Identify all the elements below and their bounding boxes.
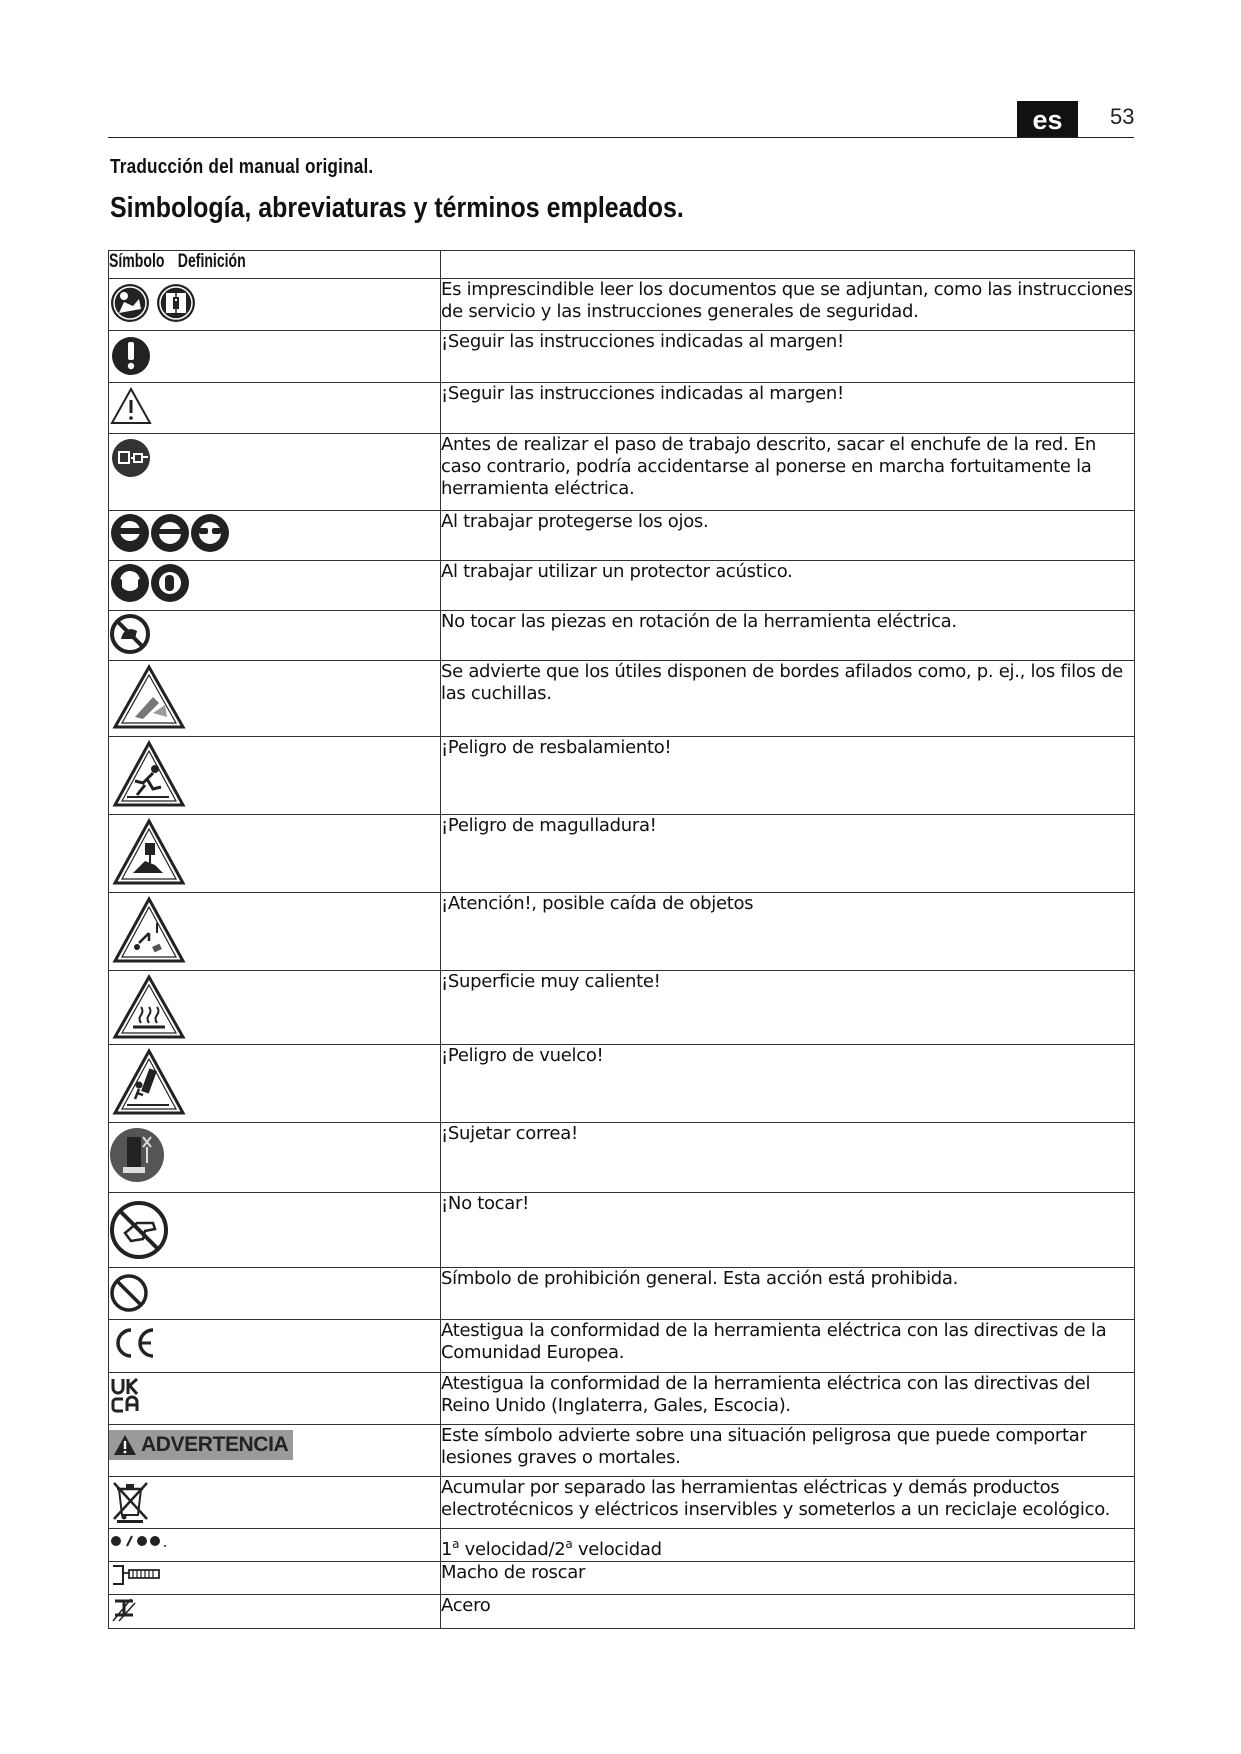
document-subtitle: Traducción del manual original. <box>110 156 374 178</box>
symbol-cell <box>109 383 441 434</box>
definition-text: Acumular por separado las herramientas eléctricas y demás productos electrotécnicos y eléctricos inservibles y someterlos a un reciclaje ecológico. <box>441 1477 1135 1529</box>
symbol-cell <box>109 971 441 1045</box>
definition-text: ¡Seguir las instrucciones indicadas al margen! <box>441 383 1135 434</box>
table-row <box>109 1268 1135 1320</box>
ce-mark-icon <box>109 1320 169 1366</box>
symbol-cell <box>109 1595 441 1629</box>
definition-text: Atestigua la conformidad de la herramienta eléctrica con las directivas de la Comunidad Europea. <box>441 1320 1135 1373</box>
table-row <box>109 383 1135 434</box>
steel-icon <box>109 1595 149 1623</box>
tap-tool-icon <box>109 1562 169 1588</box>
symbol-cell <box>109 1320 441 1373</box>
crush-hazard-icon <box>109 815 189 887</box>
page-title: Simbología, abreviaturas y términos empleados. <box>110 192 684 224</box>
definition-text: Acero <box>441 1595 1135 1629</box>
warning-triangle-icon <box>113 1434 137 1456</box>
falling-objects-icon <box>109 893 189 965</box>
tip-over-hazard-icon <box>109 1045 189 1117</box>
table-row <box>109 1477 1135 1529</box>
table-row <box>109 737 1135 815</box>
definition-text: Al trabajar protegerse los ojos. <box>441 511 1135 561</box>
no-touch-icon <box>109 1193 173 1261</box>
table-row <box>109 279 1135 331</box>
strap-icon <box>109 1123 173 1187</box>
table-header-symbol <box>109 251 441 279</box>
definition-text <box>441 1529 1135 1562</box>
speed-middle: velocidad/2 <box>459 1539 566 1560</box>
table-row <box>109 1373 1135 1425</box>
page-number: 53 <box>1110 104 1135 129</box>
definition-text: ¡Peligro de magulladura! <box>441 815 1135 893</box>
sharp-edges-warning-icon <box>109 661 189 731</box>
symbol-cell <box>109 1477 441 1529</box>
table-row <box>109 1425 1135 1477</box>
definition-text: Es imprescindible leer los documentos que se adjuntan, como las instrucciones de servicio y las instrucciones generales de seguridad. <box>441 279 1135 331</box>
symbol-cell <box>109 1123 441 1193</box>
definition-text: ¡Atención!, posible caída de objetos <box>441 893 1135 971</box>
symbol-table <box>108 250 1135 1629</box>
table-row <box>109 1595 1135 1629</box>
symbol-cell <box>109 331 441 383</box>
symbol-cell <box>109 1562 441 1595</box>
definition-text: Símbolo de prohibición general. Esta acción está prohibida. <box>441 1268 1135 1320</box>
table-row <box>109 815 1135 893</box>
symbol-cell <box>109 1529 441 1562</box>
table-header-blank <box>441 251 1135 279</box>
col-symbol-label: Símbolo <box>109 251 165 272</box>
header-rule <box>108 137 1134 138</box>
symbol-cell <box>109 1425 441 1477</box>
symbol-cell <box>109 1193 441 1268</box>
speed-dots-icon <box>109 1529 179 1551</box>
ear-protection-icon <box>109 561 209 605</box>
table-row <box>109 1123 1135 1193</box>
warning-triangle-icon <box>109 383 155 429</box>
speed-suffix: velocidad <box>572 1539 662 1560</box>
eye-protection-icon <box>109 511 249 555</box>
symbol-cell <box>109 661 441 737</box>
symbol-cell <box>109 434 441 511</box>
table-row <box>109 561 1135 611</box>
table-row <box>109 1562 1135 1595</box>
definition-text: Antes de realizar el paso de trabajo descrito, sacar el enchufe de la red. En caso contrario, podría accidentarse al ponerse en marcha fortuitamente la herramienta eléctrica. <box>441 434 1135 511</box>
table-row <box>109 1320 1135 1373</box>
ukca-mark-icon <box>109 1373 155 1419</box>
definition-text: Al trabajar utilizar un protector acústico. <box>441 561 1135 611</box>
speed-prefix: 1 <box>441 1539 453 1560</box>
symbol-cell <box>109 1045 441 1123</box>
mandatory-exclamation-icon <box>109 331 155 377</box>
speed-sup-1: a <box>452 1537 460 1551</box>
symbol-cell <box>109 1373 441 1425</box>
definition-text: ¡Peligro de resbalamiento! <box>441 737 1135 815</box>
weee-bin-icon <box>109 1477 155 1523</box>
definition-text: No tocar las piezas en rotación de la herramienta eléctrica. <box>441 611 1135 661</box>
speed-sup-2: a <box>565 1537 573 1551</box>
symbol-cell <box>109 511 441 561</box>
symbol-cell <box>109 561 441 611</box>
definition-text: ¡Superficie muy caliente! <box>441 971 1135 1045</box>
definition-text: Macho de roscar <box>441 1562 1135 1595</box>
definition-text: ¡Sujetar correa! <box>441 1123 1135 1193</box>
unplug-icon <box>109 434 155 480</box>
table-row <box>109 511 1135 561</box>
table-row <box>109 661 1135 737</box>
table-row <box>109 434 1135 511</box>
col-definition-label: Definición <box>178 251 246 272</box>
definition-text: Atestigua la conformidad de la herramienta eléctrica con las directivas del Reino Unido (Inglaterra, Gales, Escocia). <box>441 1373 1135 1425</box>
definition-text: ¡Seguir las instrucciones indicadas al margen! <box>441 331 1135 383</box>
definition-text: ¡No tocar! <box>441 1193 1135 1268</box>
table-row <box>109 1045 1135 1123</box>
table-row <box>109 971 1135 1045</box>
advertencia-label <box>109 1430 293 1460</box>
symbol-cell <box>109 279 441 331</box>
symbol-cell <box>109 611 441 661</box>
advertencia-text: ADVERTENCIA <box>141 1433 289 1456</box>
prohibition-icon <box>109 1268 155 1314</box>
symbol-cell <box>109 1268 441 1320</box>
read-manual-icon <box>109 279 209 325</box>
table-row <box>109 331 1135 383</box>
table-row <box>109 1529 1135 1562</box>
table-row <box>109 611 1135 661</box>
definition-text: ¡Peligro de vuelco! <box>441 1045 1135 1123</box>
hot-surface-icon <box>109 971 189 1041</box>
table-row <box>109 1193 1135 1268</box>
language-badge: es <box>1017 101 1078 137</box>
definition-text: Se advierte que los útiles disponen de bordes afilados como, p. ej., los filos de las cuchillas. <box>441 661 1135 737</box>
definition-text: Este símbolo advierte sobre una situación peligrosa que puede comportar lesiones graves o mortales. <box>441 1425 1135 1477</box>
no-touch-rotating-icon <box>109 611 155 655</box>
table-header-row <box>109 251 1135 279</box>
symbol-cell <box>109 893 441 971</box>
slip-hazard-icon <box>109 737 189 809</box>
symbol-cell <box>109 737 441 815</box>
table-row <box>109 893 1135 971</box>
symbol-cell <box>109 815 441 893</box>
